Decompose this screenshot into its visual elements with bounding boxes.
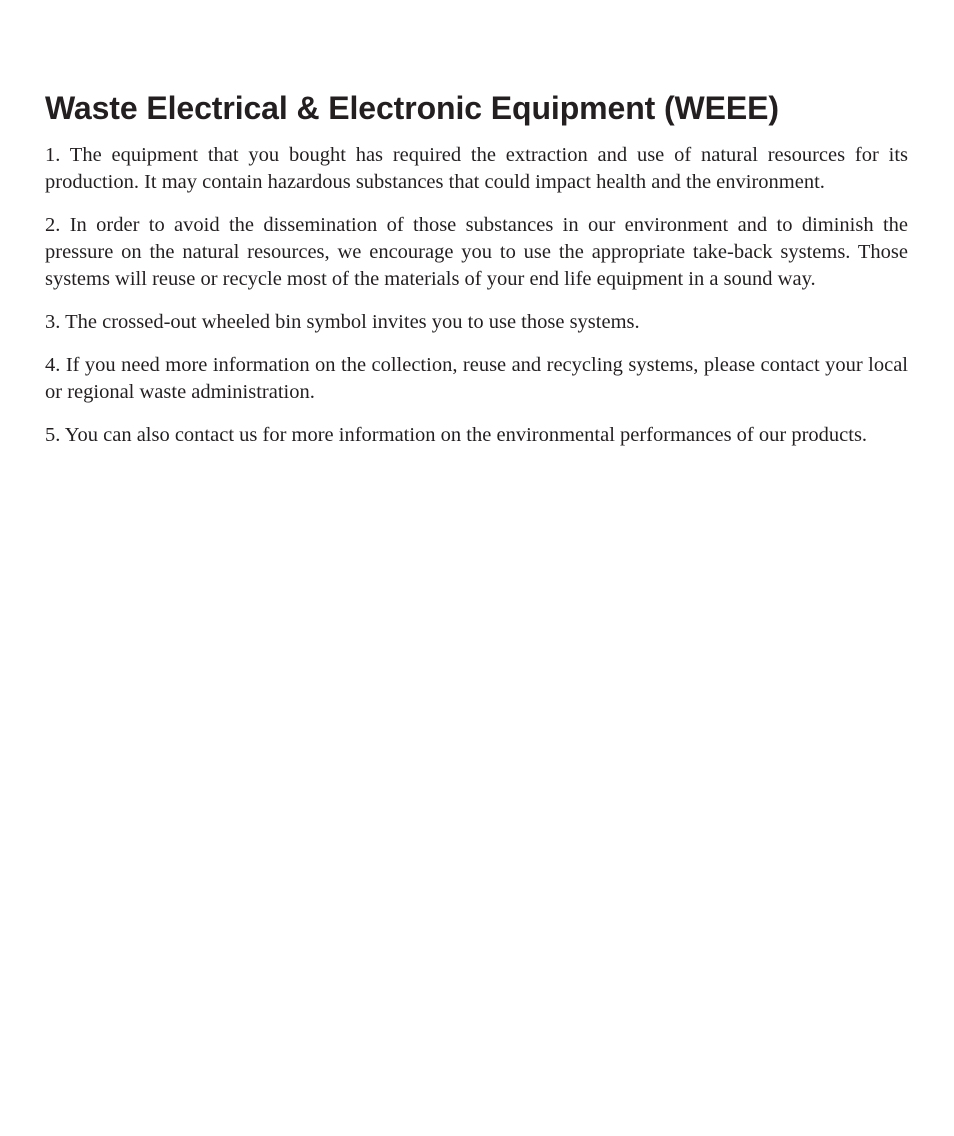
page-title: Waste Electrical & Electronic Equipment (WEEE) (45, 90, 779, 126)
paragraph-2: 2. In order to avoid the dissemination of those substances in our environment and to diminish the pressure on the natural resources, we encourage you to use the appropriate take-back systems. Those systems will reuse or recycle most of the materials of your end life equipment in a sound way. (45, 214, 908, 290)
paragraph-5: 5. You can also contact us for more information on the environmental performances of our products. (45, 424, 868, 446)
paragraph-1: 1. The equipment that you bought has required the extraction and use of natural resources for its production. It may contain hazardous substances that could impact health and the environment. (45, 144, 908, 193)
document-page (45, 88, 908, 465)
paragraph-4: 4. If you need more information on the collection, reuse and recycling systems, please contact your local or regional waste administration. (45, 354, 908, 403)
paragraph-3: 3. The crossed-out wheeled bin symbol invites you to use those systems. (45, 311, 640, 333)
